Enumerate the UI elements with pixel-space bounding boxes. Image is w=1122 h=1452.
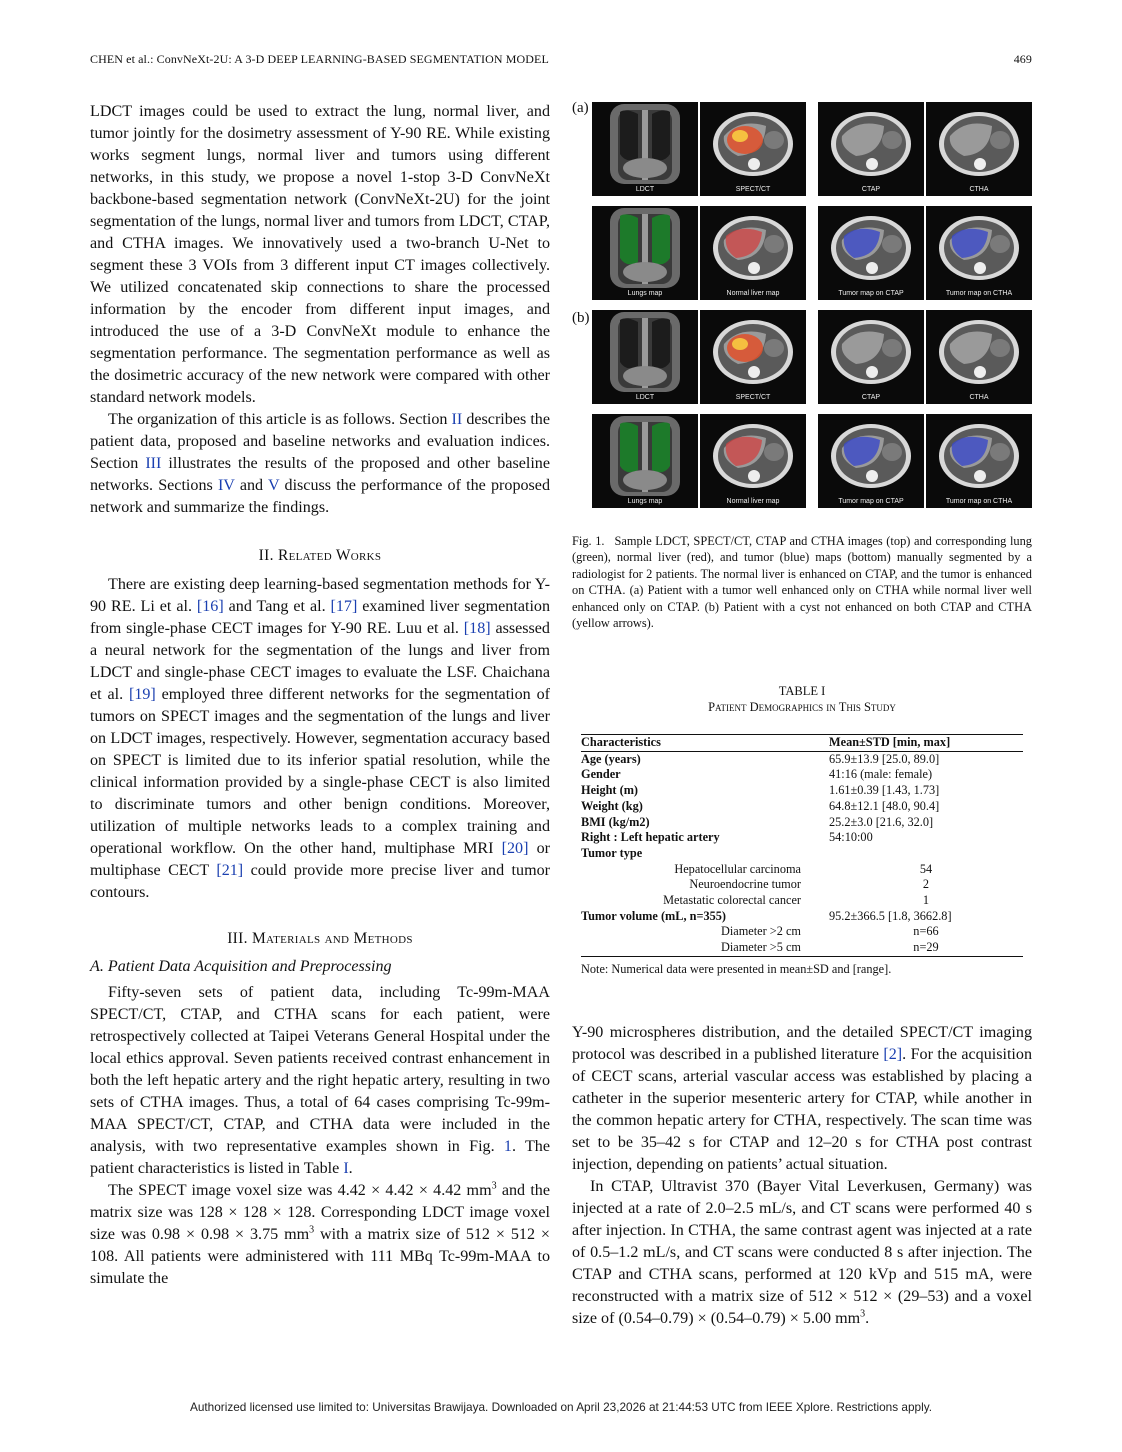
table-cell: Height (m) (581, 783, 639, 798)
figure-tile (700, 414, 806, 508)
table-cell: Metastatic colorectal cancer (663, 893, 801, 908)
table-cell: Right : Left hepatic artery (581, 830, 720, 845)
ct-axial-image (700, 414, 806, 496)
table-cell: 2 (922, 877, 930, 892)
table-label: TABLE I (778, 684, 826, 698)
figure-tile-caption: Tumor map on CTHA (926, 288, 1032, 300)
ct-axial-image (926, 414, 1032, 496)
citation-21[interactable]: [21] (216, 862, 244, 879)
table-cell: 65.9±13.9 [25.0, 89.0] (829, 751, 940, 766)
license-footer: Authorized licensed use limited to: Universitas Brawijaya. Downloaded on April 23,2026 at 21:44:53 UTC from IEEE Xplore. Restrictions apply. (189, 1400, 933, 1414)
table-cell: 1.61±0.39 [1.43, 1.73] (829, 783, 940, 798)
figure-tile-caption: Normal liver map (700, 496, 806, 508)
figure-tile (592, 206, 698, 300)
section-heading-materials-methods: III. Materials and Methods (227, 930, 413, 947)
table-row (581, 815, 1023, 831)
left-column (90, 101, 550, 1290)
page-number: 469 (1013, 52, 1032, 66)
table-cell: 54 (919, 861, 933, 876)
paragraph-ctap-ctha: In CTAP, Ultravist 370 (Bayer Vital Leverkusen, Germany) was injected at a rate of 2.0–2.5 mL/s, and CT scans were performed 40 s after injection. In CTHA, the same contrast agent was injected at a rate of 0.5–1.2 mL/s, and CT scans were conducted 8 s after injection. The CTAP and CTHA scans, performed at 120 kVp and 515 mA, were reconstructed with a matrix size of 512 × 512 × (29–53) and a voxel size of (0.54–0.79) × (0.54–0.79) × 5.00 $mm^3$. (572, 1178, 1032, 1327)
citation-2[interactable]: [2] (883, 1046, 903, 1063)
ct-axial-image (700, 206, 806, 288)
table-cell: Diameter >5 cm (581, 940, 829, 956)
table-row (581, 877, 1023, 893)
table-cell: Age (years) (581, 751, 641, 766)
running-header (90, 52, 1032, 67)
table-header-row (581, 735, 1023, 752)
table-row (581, 862, 1023, 878)
figure-tile-caption: CTHA (926, 184, 1032, 196)
table-cell (829, 846, 1023, 862)
ct-coronal-image (592, 206, 698, 288)
table-title: Patient Demographics in This Study (708, 700, 896, 714)
table-cell: BMI (kg/m2) (581, 814, 650, 829)
table-cell: n=66 (913, 924, 939, 939)
figure-tile-caption: CTHA (926, 392, 1032, 404)
ct-axial-image (926, 102, 1032, 184)
paragraph-spect-protocol: Y-90 microspheres distribution, and the detailed SPECT/CT imaging protocol was described in a published literature [2]. For the acquisition of CECT scans, arterial vascular access was established by placing a catheter in the superior mesenteric artery for CTAP, while another in the common hepatic artery for CTHA, respectively. The scan time was set to be 35–42 s for CTAP and 12–20 s for CTHA post contrast injection, depending on patients’ actual situation. (572, 1024, 1032, 1173)
citation-20[interactable]: [20] (501, 840, 529, 857)
figure-tile (926, 102, 1032, 196)
table-row (581, 799, 1023, 815)
section-heading-related-works: II. Related Works (258, 547, 382, 564)
table-cell: Tumor type (581, 845, 643, 860)
running-title: CHEN et al.: ConvNeXt-2U: A 3-D DEEP LEARNING-BASED SEGMENTATION MODEL (90, 52, 549, 66)
section-link-iv[interactable]: IV (217, 477, 235, 494)
table-row (581, 830, 1023, 846)
table-cell: Diameter >2 cm (720, 924, 801, 939)
figure-tile (700, 206, 806, 300)
figure-tile-caption: Tumor map on CTAP (818, 288, 924, 300)
figure-tile (818, 310, 924, 404)
table-cell: Tumor volume (mL, n=355) (581, 908, 727, 923)
table-cell: Gender (581, 767, 621, 782)
figure-tile (926, 414, 1032, 508)
table-cell: 95.2±366.5 [1.8, 3662.8] (829, 908, 952, 923)
figure-tile-caption: SPECT/CT (700, 184, 806, 196)
ct-coronal-image (592, 102, 698, 184)
paragraph-voxel-size: The SPECT image voxel size was 4.42 × 4.42 × 4.42 $mm^3$ and the matrix size was 128 × 128 × 128. Corresponding LDCT image voxel size was 0.98 × 0.98 × 3.75 $mm^3$ with a matrix size of 512 × 512 × 108. All patients were administered with 111 MBq Tc-99m-MAA to simulate the (90, 1180, 550, 1287)
figure-tile-caption: Tumor map on CTHA (926, 496, 1032, 508)
figure-tile (818, 414, 924, 508)
figure-tile (818, 206, 924, 300)
table-row (581, 783, 1023, 799)
table-row (581, 846, 1023, 862)
citation-18[interactable]: [18] (463, 620, 491, 637)
ct-axial-image (926, 206, 1032, 288)
paragraph-related-works: There are existing deep learning-based segmentation methods for Y-90 RE. Li et al. [16] and Tang et al. [17] examined liver segmentation from single-phase CECT images for Y-90 RE. Luu et al. [18] assessed a neural network for the segmentation of the lungs and liver from LDCT and single-phase CECT images to evaluate the LSF. Chaichana et al. [19] employed three different networks for the segmentation of tumors on SPECT images and the segmentation of the lungs and liver on LDCT images, respectively. However, segmentation accuracy based on SPECT is limited due to its inferior spatial resolution, while the clinical information provided by a single-phase CECT is also limited to discriminate tumors and other benign conditions. Moreover, utilization of multiple networks leads to a complex training and operational workflow. On the other hand, multiphase MRI [20] or multiphase CECT [21] could provide more precise liver and tumor contours. (90, 576, 551, 901)
section-link-v[interactable]: V (267, 477, 280, 494)
figure-tile-caption: Lungs map (592, 496, 698, 508)
table-header-cell: Mean±STD [min, max] (829, 735, 1023, 752)
ct-axial-image (700, 102, 806, 184)
figure-1 (572, 100, 1032, 512)
table-cell: n=29 (829, 940, 1023, 956)
citation-17[interactable]: [17] (330, 598, 358, 615)
ct-axial-image (818, 414, 924, 496)
citation-19[interactable]: [19] (128, 686, 156, 703)
ct-axial-image (700, 310, 806, 392)
table-row (581, 751, 1023, 767)
ct-axial-image (818, 206, 924, 288)
figure-tile (592, 414, 698, 508)
table-cell: 1 (922, 893, 930, 908)
figure-tile-caption: SPECT/CT (700, 392, 806, 404)
section-link-ii[interactable]: II (451, 411, 463, 428)
table-row (581, 767, 1023, 783)
table-cell: Weight (kg) (581, 798, 643, 813)
paragraph-organization: The organization of this article is as follows. Section II describes the patient data, proposed and baseline networks and evaluation indices. Section III illustrates the results of the proposed and other baseline networks. Sections IV and V discuss the performance of the proposed network and summarize the findings. (90, 411, 550, 516)
section-link-iii[interactable]: III (145, 455, 162, 472)
ct-coronal-image (592, 310, 698, 392)
figure-number: Fig. 1. (572, 534, 605, 548)
table-header-cell: Characteristics (581, 735, 829, 752)
table-cell: 54:10:00 (829, 830, 873, 845)
figure-tile-caption: CTAP (818, 184, 924, 196)
figure-tile (592, 102, 698, 196)
figure-tile (700, 310, 806, 404)
table-cell: 41:16 (male: female) (829, 767, 933, 782)
citation-16[interactable]: [16] (196, 598, 224, 615)
table-row (581, 909, 1023, 925)
demographics-table (581, 734, 1023, 957)
table-cell: Neuroendocrine tumor (689, 877, 801, 892)
table-row (581, 893, 1023, 909)
table-row (581, 924, 1023, 940)
subsection-heading-a: A. Patient Data Acquisition and Preprocessing (90, 958, 392, 975)
figure-1-caption: Fig. 1. Sample LDCT, SPECT/CT, CTAP and CTHA images (top) and corresponding lung (green), normal liver (red), and tumor (blue) maps (bottom) manually segmented by a radiologist for 2 patients. The normal liver is enhanced on CTAP, and the tumor is enhanced on CTHA. (a) Patient with a tumor well enhanced only on CTHA while normal liver well enhanced only on CTAP. (b) Patient with a cyst not enhanced on both CTAP and CTHA (yellow arrows). (572, 534, 1032, 631)
ct-axial-image (926, 310, 1032, 392)
table-note: Note: Numerical data were presented in mean±SD and [range]. (581, 962, 892, 976)
ct-axial-image (818, 102, 924, 184)
panel-label-b: (b) (572, 310, 590, 326)
figure-tile-caption: Lungs map (592, 288, 698, 300)
figure-tile (818, 102, 924, 196)
right-column (572, 1022, 1032, 1330)
table-cell: Hepatocellular carcinoma (674, 861, 801, 876)
figure-tile (700, 102, 806, 196)
ct-axial-image (818, 310, 924, 392)
figure-tile-caption: Normal liver map (700, 288, 806, 300)
figure-tile-caption: LDCT (592, 392, 698, 404)
panel-label-a: (a) (572, 100, 589, 116)
table-cell: 64.8±12.1 [48.0, 90.4] (829, 798, 940, 813)
figure-tile-caption: CTAP (818, 392, 924, 404)
figure-tile (926, 310, 1032, 404)
paragraph-patient-data: Fifty-seven sets of patient data, including Tc-99m-MAA SPECT/CT, CTAP, and CTHA scans for each patient, were retrospectively collected at Taipei Veterans General Hospital under the local ethics approval. Seven patients received contrast enhancement in both the left hepatic artery and the right hepatic artery, resulting in two sets of CTHA images. Thus, a total of 64 cases comprising Tc-99m-MAA SPECT/CT, CTAP, and CTHA data were included in the analysis, with two representative examples shown in Fig. 1. The patient characteristics is listed in Table I. (90, 984, 550, 1177)
figure-tile (592, 310, 698, 404)
figure-tile-caption: LDCT (592, 184, 698, 196)
table-caption (572, 683, 1032, 715)
table-row (581, 940, 1023, 956)
table-cell: 25.2±3.0 [21.6, 32.0] (829, 814, 934, 829)
figure-tile (926, 206, 1032, 300)
ct-coronal-image (592, 414, 698, 496)
paragraph-intro-end: LDCT images could be used to extract the lung, normal liver, and tumor jointly for the dosimetry assessment of Y-90 RE. While existing works segment lungs, normal liver and tumors using different networks, in this study, we propose a novel 1-stop 3-D ConvNeXt backbone-based segmentation network (ConvNeXt-2U) for the joint segmentation of the lungs, normal liver and tumors from LDCT, CTAP, and CTHA images. We innovatively used a two-branch U-Net to segment these 3 VOIs from 3 different input CT images collectively. We utilized concatenated skip connections to share the processed information by the encoder from different input images, and introduced the use of a 3-D ConvNeXt module to enhance the segmentation performance. The segmentation performance as well as the dosimetric accuracy of the new network were compared with other standard network models. (90, 103, 550, 406)
figure-link-1[interactable]: 1 (503, 1138, 512, 1155)
table-link-i[interactable]: I (343, 1160, 349, 1177)
figure-tile-caption: Tumor map on CTAP (818, 496, 924, 508)
